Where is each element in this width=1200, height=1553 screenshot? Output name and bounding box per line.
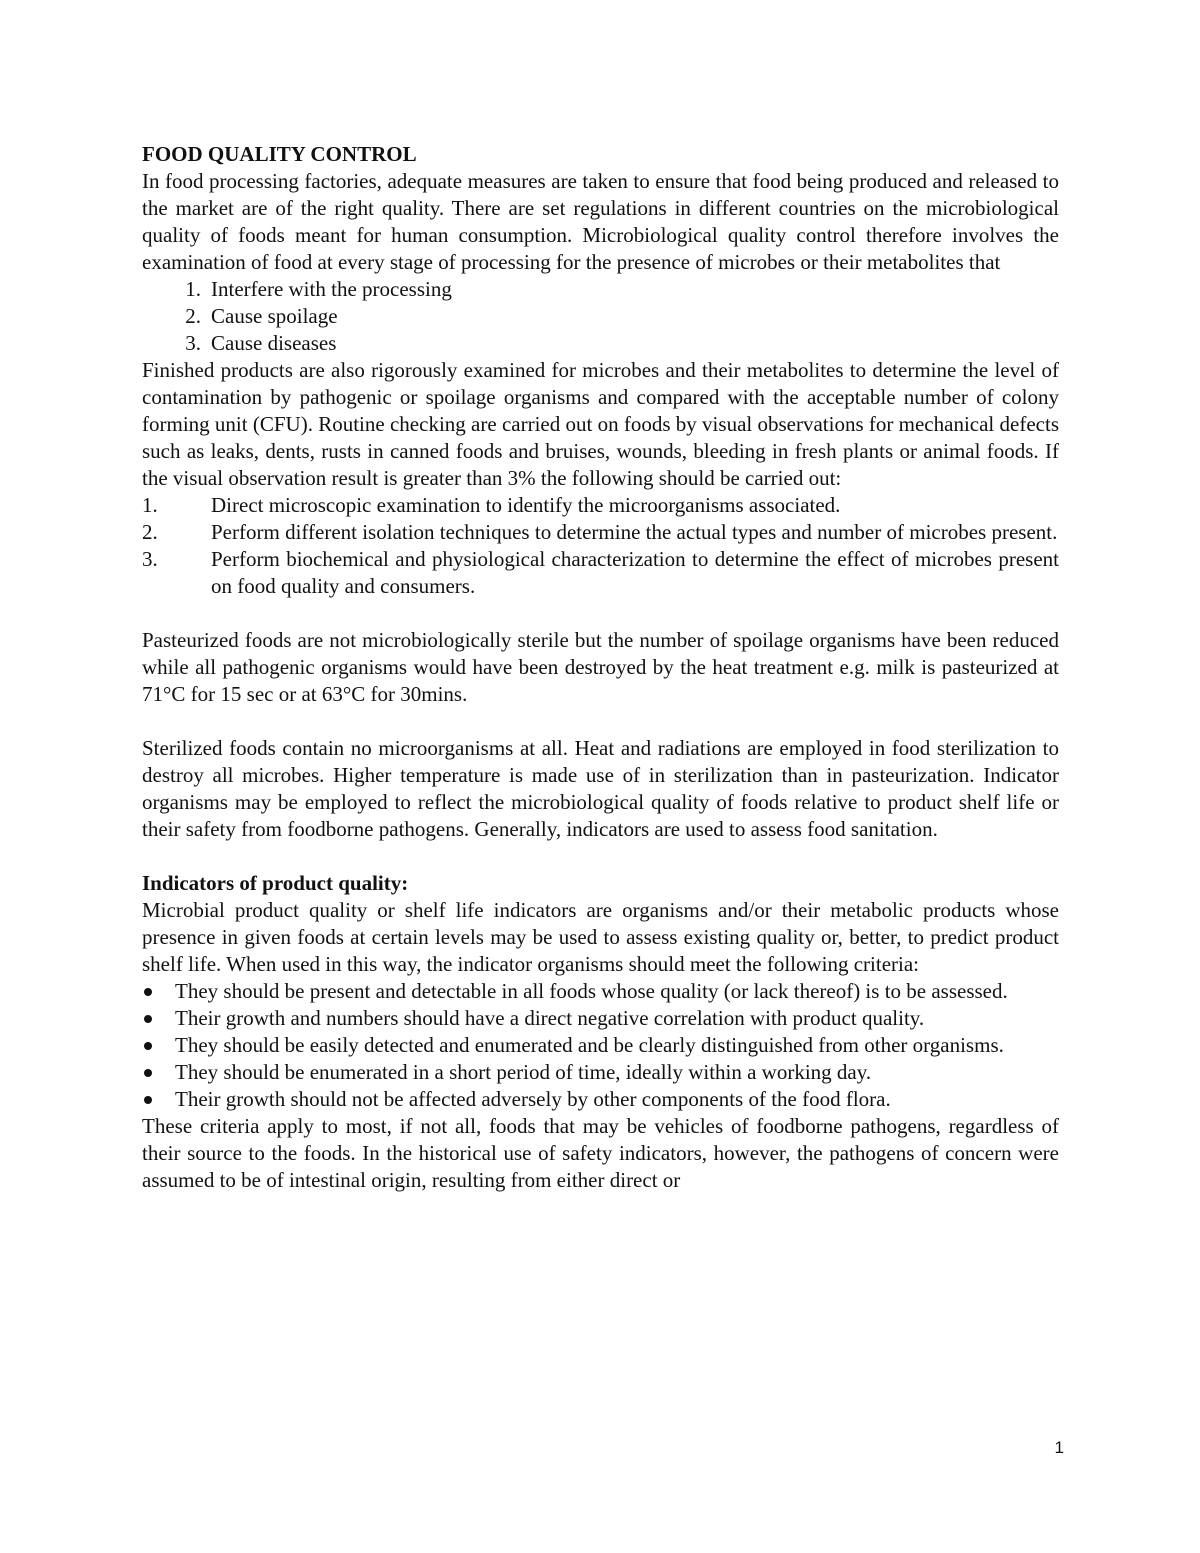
paragraph-spacer: [142, 843, 1059, 870]
list-item: [142, 1032, 1059, 1059]
list-text: Direct microscopic examination to identify the microorganisms associated.: [211, 493, 841, 517]
list-item: [142, 1086, 1059, 1113]
list-item: [142, 519, 1059, 546]
intro-paragraph: In food processing factories, adequate measures are taken to ensure that food being produced and released to the market are of the right quality. There are set regulations in different countries on the microbiological quality of foods meant for human consumption. Microbiological quality control therefore involves the examination of food at every stage of processing for the presence of microbes or their metabolites that: [142, 169, 1059, 274]
paragraph-spacer: [142, 600, 1059, 627]
list-item: [142, 303, 1059, 330]
page-title: FOOD QUALITY CONTROL: [142, 142, 417, 166]
bullet-icon: [142, 1086, 175, 1113]
bullet-icon: [142, 978, 175, 1005]
list-text: Their growth should not be affected adversely by other components of the food flora.: [175, 1087, 891, 1111]
list-item: [142, 546, 1059, 600]
pasteurized-paragraph: Pasteurized foods are not microbiologically sterile but the number of spoilage organisms have been reduced while all pathogenic organisms would have been destroyed by the heat treatment e.g. milk is pasteurized at 71°C for 15 sec or at 63°C for 30mins.: [142, 628, 1059, 706]
list-text: Cause spoilage: [211, 304, 338, 328]
examination-steps-list: [142, 492, 1059, 600]
bullet-icon: [142, 1005, 175, 1032]
list-item: [142, 492, 1059, 519]
list-number: 3.: [142, 547, 158, 571]
page-number: 1: [1054, 1438, 1064, 1457]
list-number: 1.: [142, 493, 158, 517]
list-item: [142, 276, 1059, 303]
sterilized-paragraph: Sterilized foods contain no microorganisms at all. Heat and radiations are employed in food sterilization to destroy all microbes. Higher temperature is made use of in sterilization than in pasteurization. Indicator organisms may be employed to reflect the microbiological quality of foods relative to product shelf life or their safety from foodborne pathogens. Generally, indicators are used to assess food sanitation.: [142, 736, 1059, 841]
document-body: [142, 141, 1059, 1194]
list-item: [142, 1005, 1059, 1032]
list-text: Interfere with the processing: [211, 277, 452, 301]
closing-paragraph: These criteria apply to most, if not all, foods that may be vehicles of foodborne pathogens, regardless of their source to the foods. In the historical use of safety indicators, however, the pathogens of concern were assumed to be of intestinal origin, resulting from either direct or: [142, 1114, 1059, 1192]
bullet-icon: [142, 1032, 175, 1059]
list-item: [142, 330, 1059, 357]
indicators-intro-paragraph: Microbial product quality or shelf life indicators are organisms and/or their metabolic products whose presence in given foods at certain levels may be used to assess existing quality or, better, to predict product shelf life. When used in this way, the indicator organisms should meet the following criteria:: [142, 898, 1059, 976]
list-text: Perform biochemical and physiological characterization to determine the effect of microbes present on food quality and consumers.: [211, 547, 1059, 598]
list-number: 1.: [185, 277, 201, 301]
bullet-icon: [142, 1059, 175, 1086]
list-number: 3.: [185, 331, 201, 355]
list-item: [142, 978, 1059, 1005]
list-text: Cause diseases: [211, 331, 337, 355]
list-number: 2.: [142, 520, 158, 544]
list-text: Their growth and numbers should have a direct negative correlation with product quality.: [175, 1006, 925, 1030]
paragraph-spacer: [142, 708, 1059, 735]
list-text: They should be easily detected and enumerated and be clearly distinguished from other organisms.: [175, 1033, 1004, 1057]
list-number: 2.: [185, 304, 201, 328]
finished-products-paragraph: Finished products are also rigorously examined for microbes and their metabolites to determine the level of contamination by pathogenic or spoilage organisms and compared with the acceptable number of colony forming unit (CFU). Routine checking are carried out on foods by visual observations for mechanical defects such as leaks, dents, rusts in canned foods and bruises, wounds, bleeding in fresh plants or animal foods. If the visual observation result is greater than 3% the following should be carried out:: [142, 358, 1059, 490]
processing-concerns-list: [142, 276, 1059, 357]
criteria-list: [142, 978, 1059, 1113]
list-text: Perform different isolation techniques to determine the actual types and number of microbes present.: [211, 520, 1058, 544]
list-text: They should be enumerated in a short period of time, ideally within a working day.: [175, 1060, 872, 1084]
section-heading: Indicators of product quality:: [142, 871, 409, 895]
list-item: [142, 1059, 1059, 1086]
list-text: They should be present and detectable in all foods whose quality (or lack thereof) is to be assessed.: [175, 979, 1008, 1003]
